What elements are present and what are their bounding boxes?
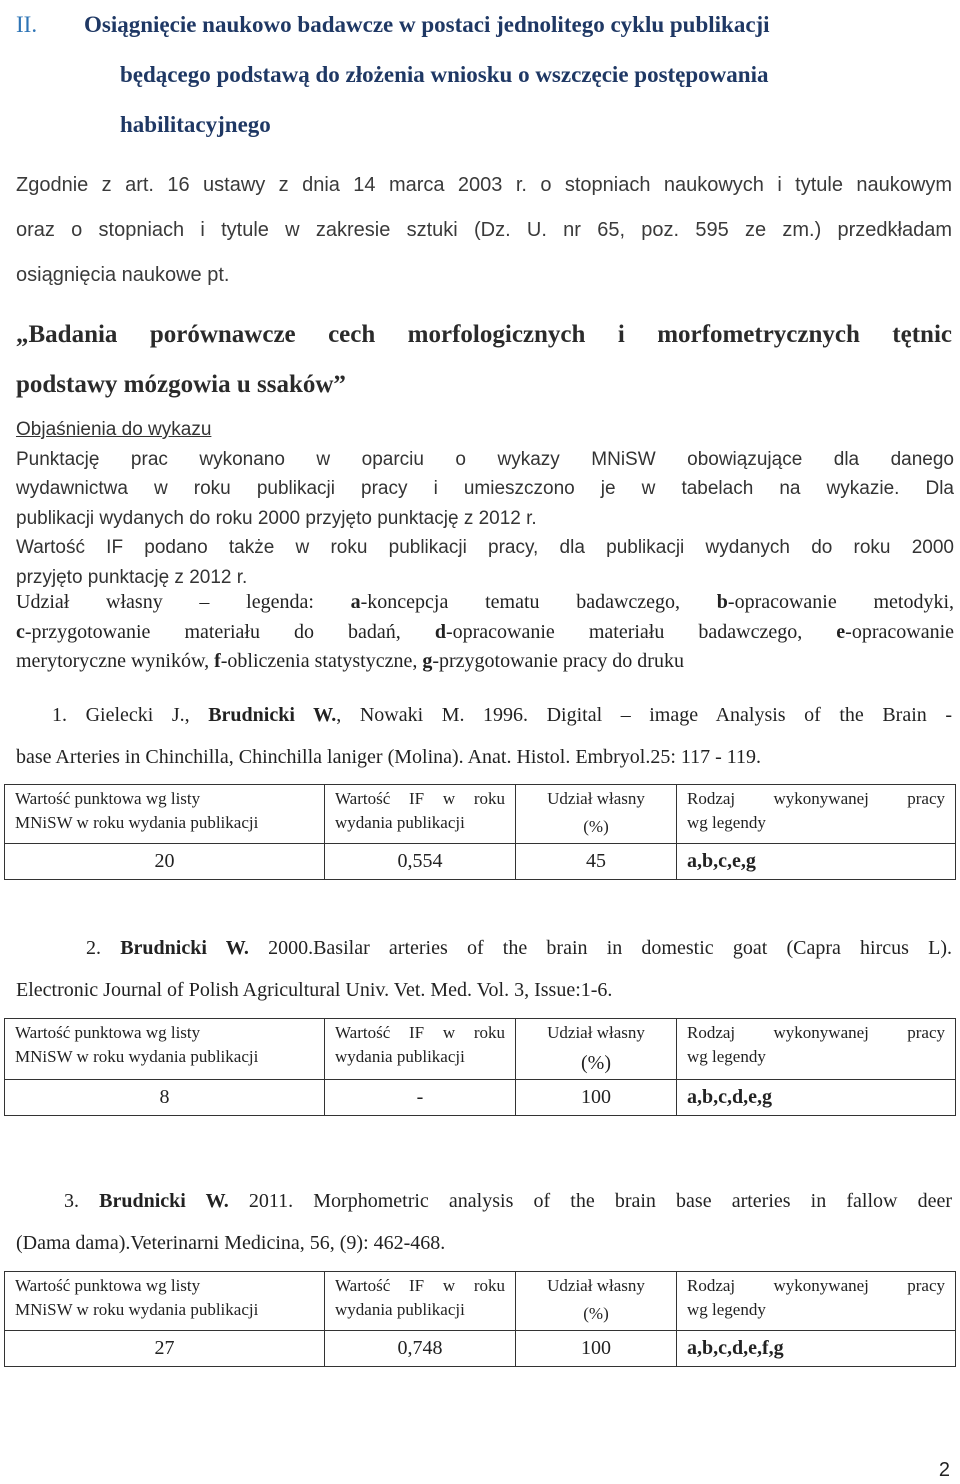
- work-type-value: a,b,c,d,e,f,g: [677, 1331, 956, 1367]
- citation-line-1: 1. Gielecki J., Brudnicki W., Nowaki M. 1996. Digital – image Analysis of the Brain -: [52, 704, 952, 726]
- heading-line-1: Osiągnięcie naukowo badawcze w postaci jednolitego cyklu publikacji: [84, 12, 770, 37]
- contribution-legend: [16, 588, 954, 677]
- explanation-line: Punktację prac wykonano w oparciu o wykazy MNiSW obowiązujące dla danego: [16, 448, 954, 470]
- work-type-value: a,b,c,d,e,g: [677, 1080, 956, 1116]
- impact-factor-value: 0,554: [325, 844, 516, 880]
- citation-line-1: 3. Brudnicki W. 2011. Morphometric analysis of the brain base arteries in fallow deer: [64, 1190, 952, 1212]
- points-value: 27: [5, 1331, 325, 1367]
- publication-1-citation: [16, 694, 952, 778]
- legend-line-1: Udział własny – legenda: a-koncepcja tematu badawczego, b-opracowanie metodyki,: [16, 591, 955, 613]
- share-value: 100: [516, 1080, 677, 1116]
- points-value: 20: [5, 844, 325, 880]
- intro-line-1: Zgodnie z art. 16 ustawy z dnia 14 marca 2003 r. o stopniach naukowych i tytule naukowym: [16, 174, 952, 196]
- publication-3-citation: [16, 1180, 952, 1264]
- header-share: Udział własny (%): [516, 785, 677, 844]
- share-value: 100: [516, 1331, 677, 1367]
- title-line-1: „Badania porównawcze cech morfologicznych i morfometrycznych tętnic: [16, 321, 952, 348]
- heading-line-2: będącego podstawą do złożenia wniosku o wszczęcie postępowania: [120, 62, 769, 87]
- citation-line-2: base Arteries in Chinchilla, Chinchilla laniger (Molina). Anat. Histol. Embryol.25: 117 - 119.: [16, 746, 762, 768]
- share-value: 45: [516, 844, 677, 880]
- header-impact-factor: Wartość IF w roku wydania publikacji: [325, 785, 516, 844]
- header-work-type: Rodzaj wykonywanej pracy wg legendy: [677, 1019, 956, 1080]
- explanation-line: publikacji wydanych do roku 2000 przyjęto punktację z 2012 r.: [16, 507, 537, 529]
- header-points: Wartość punktowa wg listy MNiSW w roku wydania publikacji: [5, 1019, 325, 1080]
- impact-factor-value: 0,748: [325, 1331, 516, 1367]
- intro-line-3: osiągnięcia naukowe pt.: [16, 264, 230, 286]
- publication-3-table: [4, 1271, 956, 1367]
- page-number: 2: [938, 1459, 950, 1481]
- legend-line-3: merytoryczne wyników, f-obliczenia statystyczne, g-przygotowanie pracy do druku: [16, 650, 684, 672]
- header-work-type: Rodzaj wykonywanej pracy wg legendy: [677, 1272, 956, 1331]
- citation-line-1: 2. Brudnicki W. 2000.Basilar arteries of the brain in domestic goat (Capra hircus L).: [86, 937, 952, 959]
- explanation-line: przyjęto punktację z 2012 r.: [16, 566, 248, 588]
- publication-2-citation: [16, 927, 952, 1011]
- work-type-value: a,b,c,e,g: [677, 844, 956, 880]
- header-impact-factor: Wartość IF w roku wydania publikacji: [325, 1019, 516, 1080]
- impact-factor-value: -: [325, 1080, 516, 1116]
- title-line-2: podstawy mózgowia u ssaków”: [16, 371, 346, 398]
- header-points: Wartość punktowa wg listy MNiSW w roku wydania publikacji: [5, 1272, 325, 1331]
- explanation-line: Wartość IF podano także w roku publikacji pracy, dla publikacji wydanych do roku 2000: [16, 537, 954, 558]
- header-work-type: Rodzaj wykonywanej pracy wg legendy: [677, 785, 956, 844]
- legend-line-2: c-przygotowanie materiału do badań, d-opracowanie materiału badawczego, e-opracowanie: [16, 620, 954, 643]
- header-impact-factor: Wartość IF w roku wydania publikacji: [325, 1272, 516, 1331]
- citation-line-2: Electronic Journal of Polish Agricultural Univ. Vet. Med. Vol. 3, Issue:1-6.: [16, 979, 613, 1001]
- citation-line-2: (Dama dama).Veterinarni Medicina, 56, (9): 462-468.: [16, 1232, 446, 1254]
- publication-2-table: [4, 1018, 956, 1116]
- intro-paragraph: [16, 163, 952, 298]
- heading-line-3: habilitacyjnego: [120, 112, 271, 137]
- header-share: Udział własny (%): [516, 1272, 677, 1331]
- header-points: Wartość punktowa wg listy MNiSW w roku wydania publikacji: [5, 785, 325, 844]
- intro-line-2: oraz o stopniach i tytule w zakresie sztuki (Dz. U. nr 65, poz. 595 ze zm.) przedkładam: [16, 219, 952, 241]
- header-share: Udział własny (%): [516, 1019, 677, 1080]
- achievement-title: [16, 310, 952, 410]
- section-number: II.: [16, 12, 38, 37]
- explanation-line: wydawnictwa w roku publikacji pracy i umieszczono je w tabelach na wykazie. Dla: [16, 478, 954, 499]
- publication-1-table: [4, 784, 956, 880]
- points-value: 8: [5, 1080, 325, 1116]
- explanations-block: [16, 415, 954, 592]
- explanations-heading: Objaśnienia do wykazu: [16, 419, 212, 440]
- section-heading: [16, 0, 960, 150]
